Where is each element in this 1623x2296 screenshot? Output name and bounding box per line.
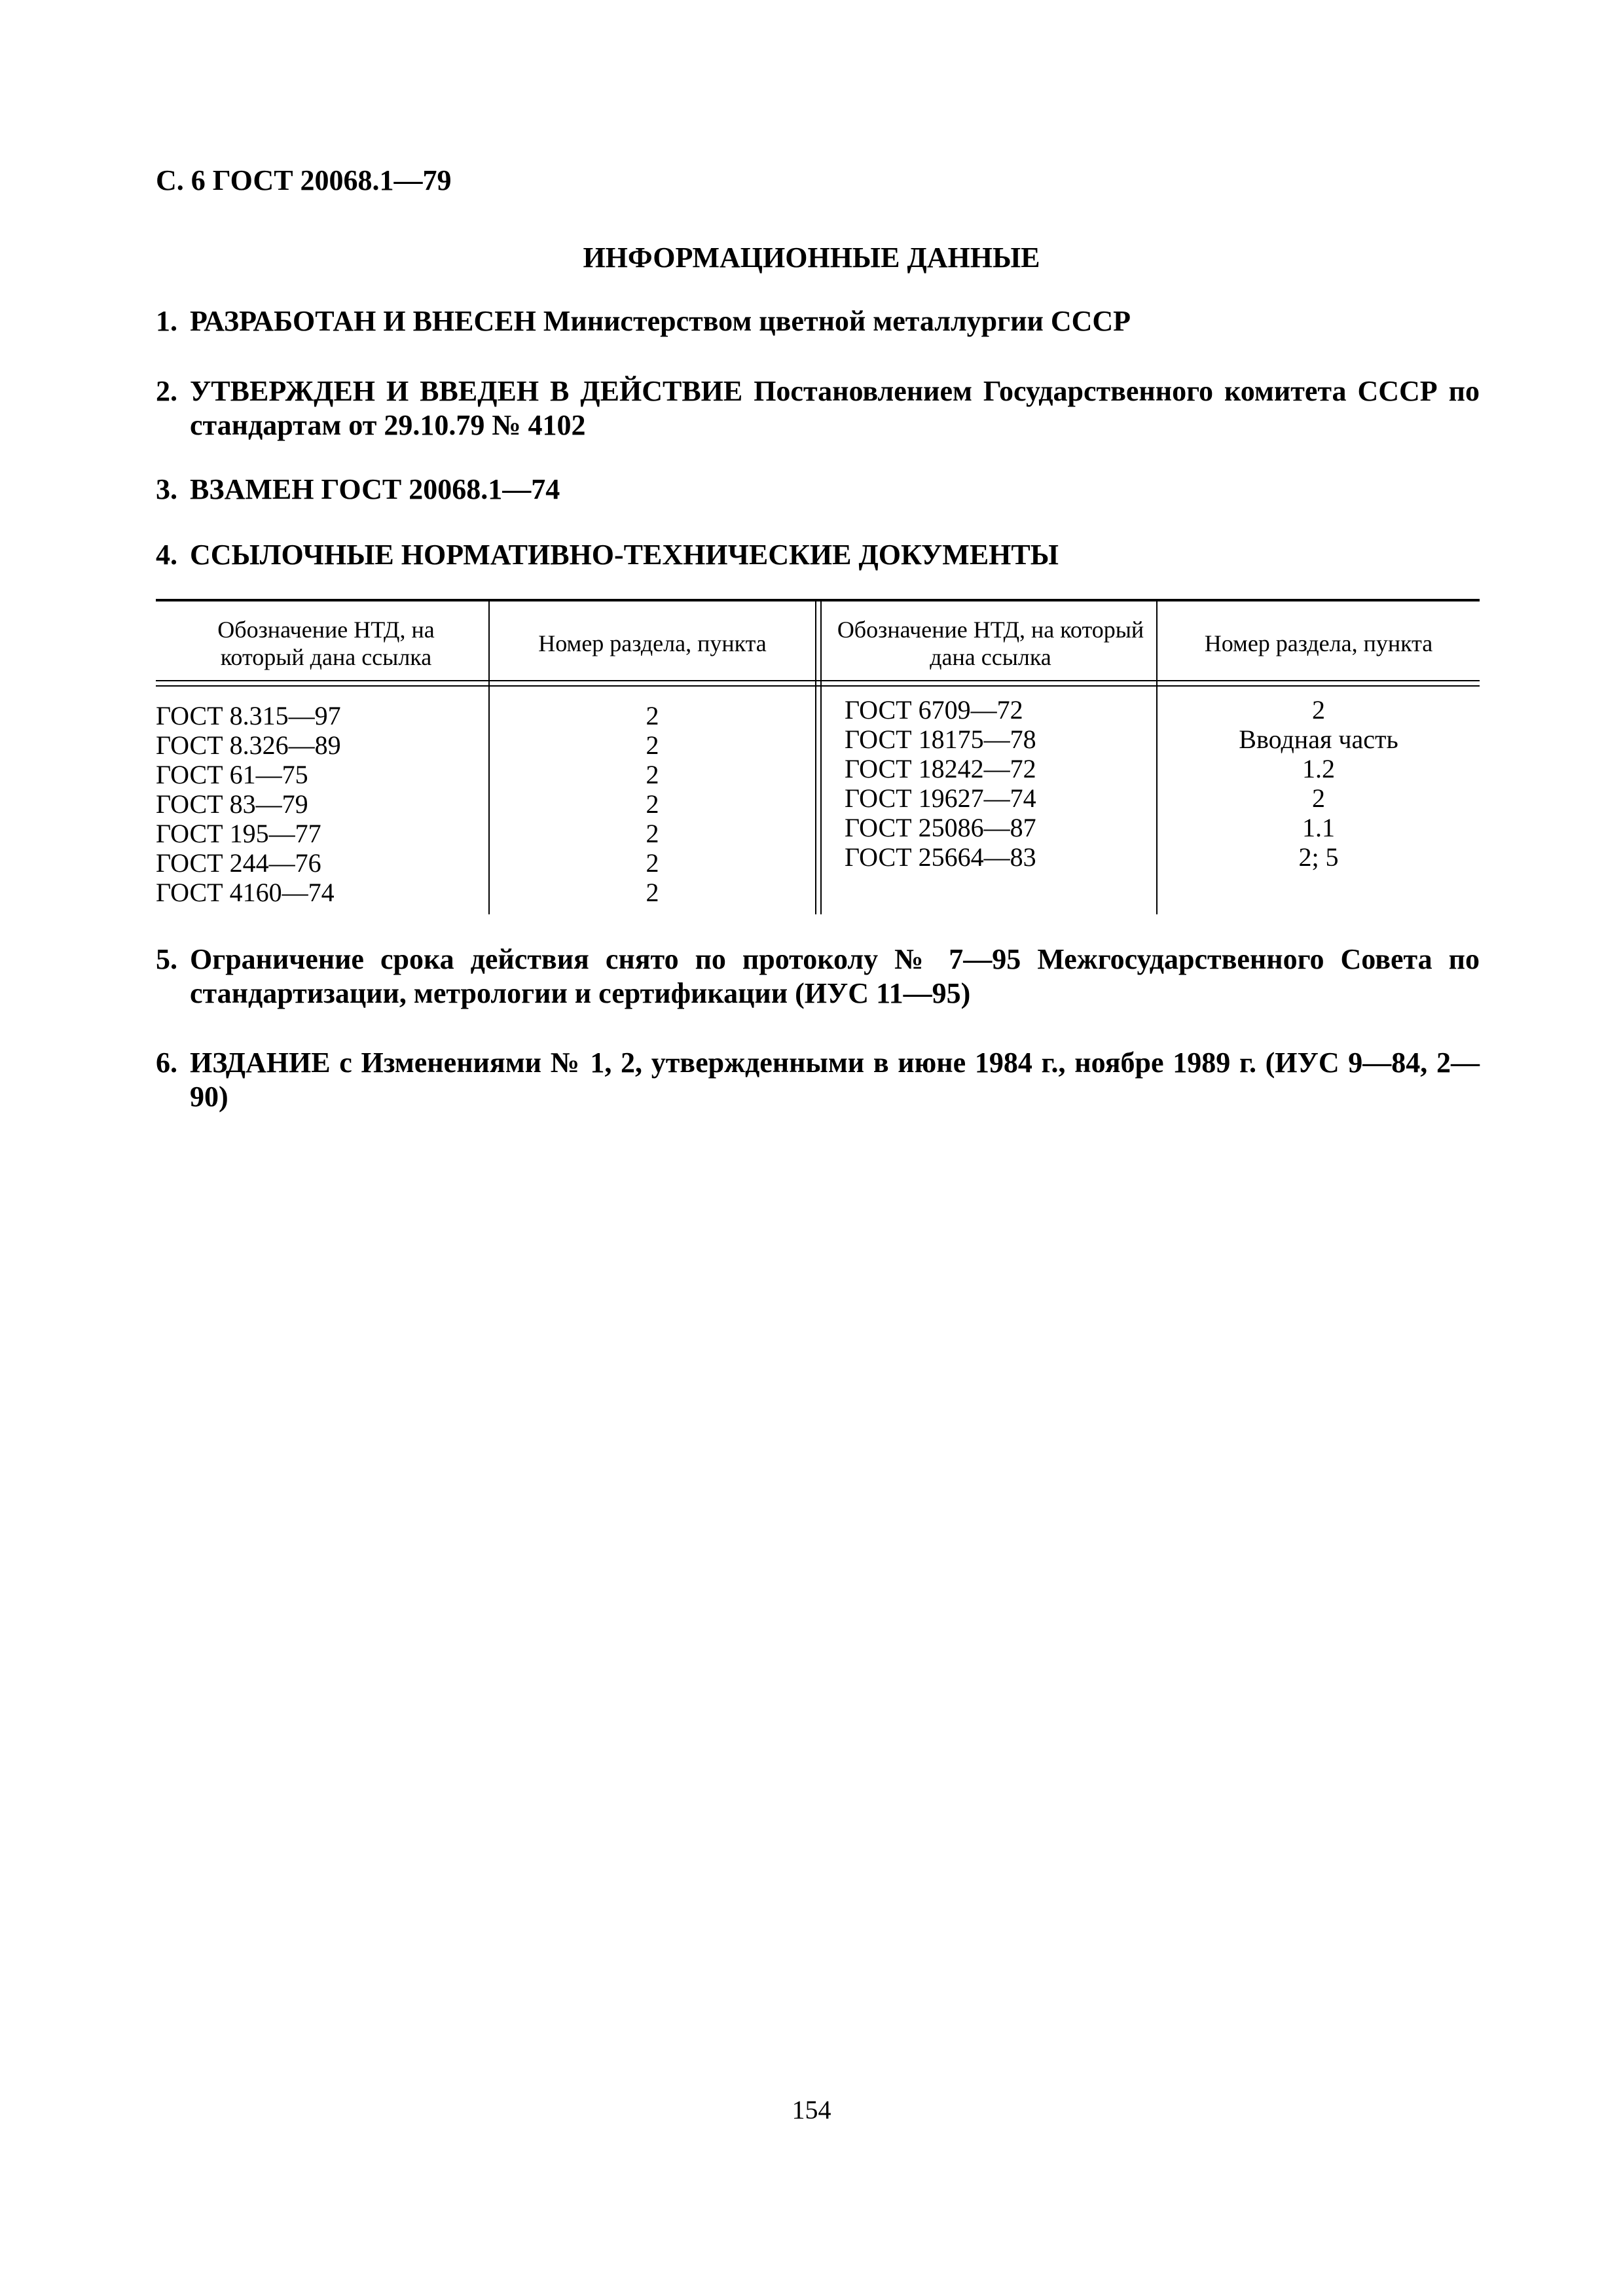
table-cell-doc: ГОСТ 244—76 (156, 848, 321, 878)
document-title: ИНФОРМАЦИОННЫЕ ДАННЫЕ (583, 242, 1040, 274)
table-cell-section: 2 (646, 760, 659, 789)
item-text: с Изменениями № 1, 2, утвержденными в июне 1984 г., ноябре 1989 г. (ИУС 9—84, 2—90) (190, 1047, 1480, 1113)
item-lead: ССЫЛОЧНЫЕ НОРМАТИВНО-ТЕХНИЧЕСКИЕ ДОКУМЕНТЫ (190, 539, 1059, 571)
table-cell-section: 2 (646, 878, 659, 907)
table-cell-section: 1.1 (1302, 813, 1335, 842)
table-cell-doc: ГОСТ 8.326—89 (156, 730, 341, 760)
table-cell-doc: ГОСТ 25086—87 (845, 813, 1036, 842)
item-number: 6. (156, 1047, 177, 1079)
item-6 (156, 1046, 1480, 1114)
table-cell-doc: ГОСТ 6709—72 (845, 695, 1023, 725)
item-3 (156, 473, 1480, 507)
running-head: С. 6 ГОСТ 20068.1—79 (156, 164, 452, 196)
table-cell-section: 2 (646, 789, 659, 819)
table-cell-section: 2 (646, 701, 659, 730)
table-cell-section: Вводная часть (1239, 725, 1398, 754)
item-number: 1. (156, 305, 177, 337)
left-section-column (490, 701, 815, 907)
right-section-column (1158, 695, 1480, 872)
left-doc-column (156, 701, 483, 907)
header-separator (156, 680, 1480, 687)
table-cell-doc: ГОСТ 83—79 (156, 789, 308, 819)
item-4 (156, 538, 1480, 572)
item-text: Министерством цветной металлургии СССР (536, 305, 1131, 337)
table-cell-section: 2 (646, 730, 659, 760)
table-cell-doc: ГОСТ 4160—74 (156, 878, 335, 907)
table-cell-section: 2 (1312, 695, 1325, 725)
table-cell-section: 1.2 (1302, 754, 1335, 783)
table-cell-section: 2 (646, 848, 659, 878)
item-text: Постановлением Государственного комитета СССР по стандартам от 29.10.79 № 4102 (190, 375, 1480, 441)
item-number: 4. (156, 539, 177, 571)
item-lead: ИЗДАНИЕ (190, 1047, 331, 1079)
page-number: 154 (792, 2095, 831, 2125)
table-cell-doc: ГОСТ 18175—78 (845, 725, 1036, 754)
table-cell-section: 2; 5 (1298, 842, 1339, 872)
item-lead: РАЗРАБОТАН И ВНЕСЕН (190, 305, 536, 337)
item-number: 5. (156, 943, 177, 975)
table-header-cell: Обозначение НТД, на который дана ссылка (217, 617, 435, 670)
item-number: 2. (156, 375, 177, 407)
table-header-cell: Обозначение НТД, на который дана ссылка (837, 617, 1144, 670)
item-5 (156, 942, 1480, 1011)
table-cell-doc: ГОСТ 19627—74 (845, 783, 1036, 813)
table-cell-section: 2 (1312, 783, 1325, 813)
table-header-cell: Номер раздела, пункта (538, 630, 767, 656)
table-cell-doc: ГОСТ 61—75 (156, 760, 308, 789)
item-2 (156, 374, 1480, 442)
column-divider-double (815, 601, 822, 914)
item-text: Ограничение срока действия снято по протоколу № 7—95 Межгосударственного Совета по стандартизации, метрологии и сертификации (ИУС 11—95) (190, 943, 1480, 1009)
reference-table (156, 599, 1480, 914)
table-cell-section: 2 (646, 819, 659, 848)
table-header-cell: Номер раздела, пункта (1204, 630, 1433, 656)
item-lead: ВЗАМЕН ГОСТ 20068.1—74 (190, 473, 560, 505)
right-doc-column (845, 695, 1152, 872)
item-lead: УТВЕРЖДЕН И ВВЕДЕН В ДЕЙСТВИЕ (190, 375, 743, 407)
table-cell-doc: ГОСТ 195—77 (156, 819, 321, 848)
table-cell-doc: ГОСТ 25664—83 (845, 842, 1036, 872)
table-cell-doc: ГОСТ 18242—72 (845, 754, 1036, 783)
item-number: 3. (156, 473, 177, 505)
table-cell-doc: ГОСТ 8.315—97 (156, 701, 341, 730)
item-1 (156, 304, 1480, 338)
